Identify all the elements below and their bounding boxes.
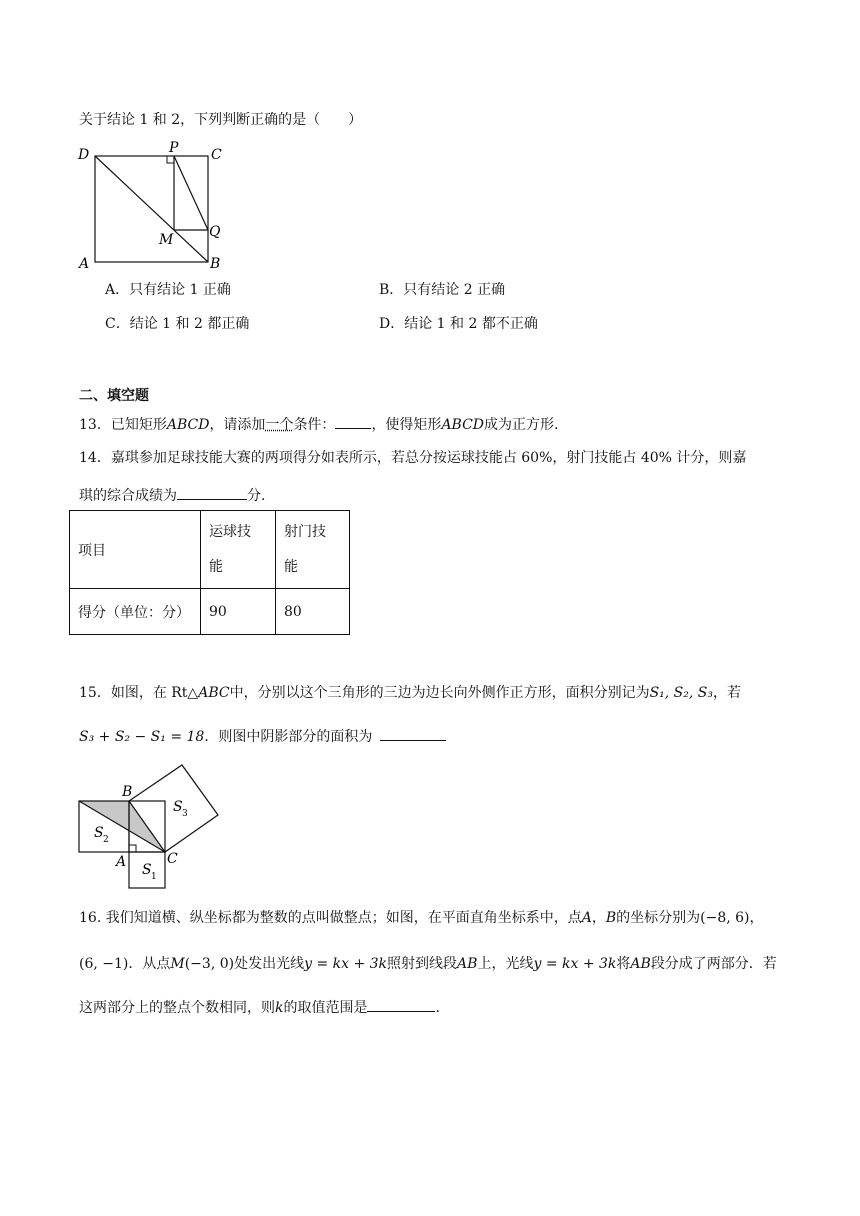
label-s2: S — [94, 825, 104, 841]
q12-stem: 关于结论 1 和 2，下列判断正确的是（ ） — [79, 112, 363, 128]
q13-answer-blank[interactable] — [335, 414, 371, 429]
label-b2: B — [122, 784, 133, 800]
label-s1: S — [142, 862, 152, 878]
label-c2: C — [167, 851, 178, 867]
label-a2: A — [116, 854, 127, 870]
section-heading: 二、填空题 — [79, 388, 149, 404]
table-cell-score-shoot: 80 — [276, 589, 350, 635]
q16-line1: 16. 我们知道横、纵坐标都为整数的点叫做整点；如图，在平面直角坐标系中，点A，B的坐标分别为(−8, 6)， — [79, 910, 764, 926]
q16-line2: (6, −1)．从点M(−3, 0)处发出光线y = kx + 3k照射到线段AB上，光线y = kx + 3k将AB段分成了两部分．若 — [79, 956, 777, 972]
label-a: A — [79, 256, 90, 270]
q15-line2: S₃ + S₂ − S₁ = 18．则图中阴影部分的面积为 — [79, 726, 446, 746]
table-cell-dribble: 运球技 能 — [201, 511, 276, 589]
option-d[interactable]: D．结论 1 和 2 都不正确 — [379, 316, 538, 332]
option-b[interactable]: B．只有结论 2 正确 — [379, 282, 506, 298]
label-d: D — [78, 147, 90, 163]
q15-line1: 15．如图，在 Rt△ABC中，分别以这个三角形的三边为边长向外侧作正方形，面积分别记为S₁, S₂, S₃，若 — [79, 685, 741, 701]
label-s1-sub: 1 — [151, 872, 157, 882]
q12-rectangle-figure — [75, 140, 235, 270]
q14-line2: 琪的综合成绩为 分. — [79, 485, 265, 505]
table-cell-score-label: 得分（单位：分） — [70, 589, 201, 635]
q16-line3: 这两部分上的整点个数相同，则k的取值范围是 . — [79, 997, 440, 1017]
label-b: B — [210, 256, 221, 270]
table-cell-item: 项目 — [70, 511, 201, 589]
q15-squares-figure — [70, 760, 230, 890]
label-q: Q — [209, 224, 221, 240]
option-a[interactable]: A．只有结论 1 正确 — [105, 282, 231, 298]
label-s2-sub: 2 — [103, 835, 109, 845]
option-c[interactable]: C．结论 1 和 2 都正确 — [105, 316, 250, 332]
label-p: P — [169, 140, 179, 156]
table-cell-score-dribble: 90 — [201, 589, 276, 635]
q13: 13．已知矩形ABCD，请添加一个条件： ，使得矩形ABCD成为正方形. — [79, 414, 559, 434]
label-s3-sub: 3 — [182, 809, 188, 819]
score-table — [69, 510, 350, 635]
table-cell-shoot: 射门技 能 — [276, 511, 350, 589]
label-m: M — [159, 232, 174, 248]
table-row — [70, 589, 350, 635]
label-s3: S — [173, 799, 183, 815]
table-row — [70, 511, 350, 589]
q16-answer-blank[interactable] — [367, 997, 435, 1012]
q15-answer-blank[interactable] — [380, 726, 446, 741]
q14-answer-blank[interactable] — [177, 485, 247, 500]
label-c: C — [211, 147, 222, 163]
q14-line1: 14．嘉琪参加足球技能大赛的两项得分如表所示，若总分按运球技能占 60%，射门技能占 40% 计分，则嘉 — [79, 450, 747, 466]
